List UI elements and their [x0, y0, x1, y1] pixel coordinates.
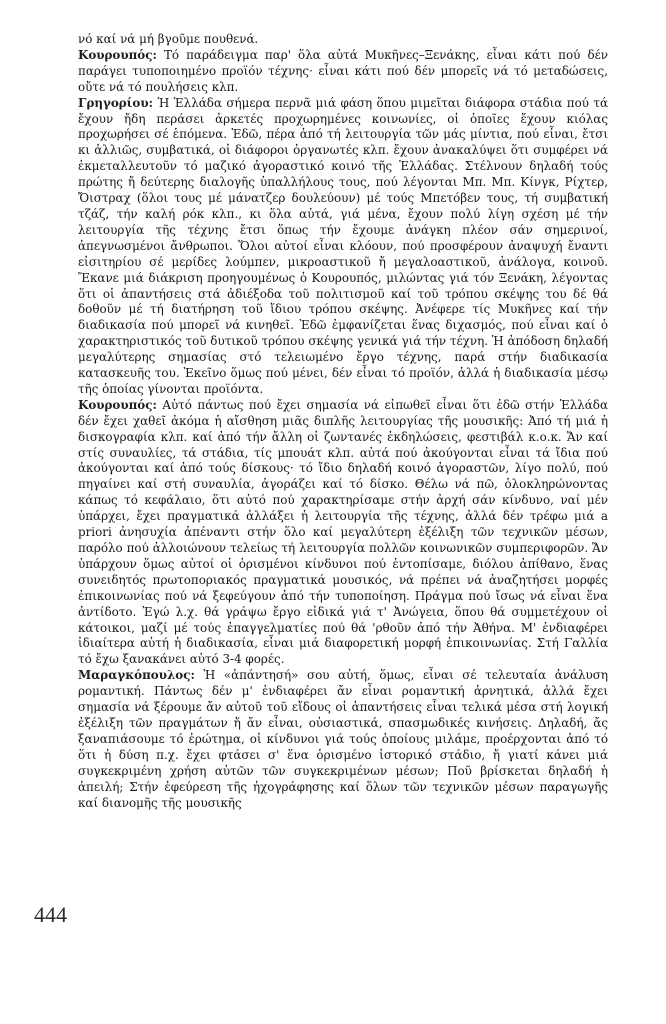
paragraph-text: Τό παράδειγμα παρ' ὅλα αὐτά Μυκῆνες–Ξενάκης, εἶναι κάτι πού δέν παράγει τυποποιημένο προϊόν τέχνης· εἶναι κάτι πού δέν μπορεῖς νά τό μεταδώσεις, οὔτε νά τό πουλήσεις κλπ.: [78, 47, 608, 94]
page-number: 444: [34, 902, 67, 927]
paragraph-grigoriou: [78, 96, 608, 398]
paragraph-text: Αὐτό πάντως πού ἔχει σημασία νά εἰπωθεῖ εἶναι ὅτι ἐδῶ στήν Ἑλλάδα δέν ἔχει χαθεῖ ἀκόμα ἡ αἴσθηση μιᾶς διπλῆς λειτουργίας τῆς μουσικῆς: Ἀπό τή μιά ἡ δισκογραφία κλπ. καί ἀπό τήν ἄλλη οἱ ζωντανές ἐκδηλώσεις, φεστιβάλ κ.ο.κ. Ἄν καί στίς συναυλίες, τά στάδια, τίς μπουάτ κλπ. αὐτά πού ἀκούγονται εἶναι τά ἴδια πού ἀκούγονται καί ἀπό τούς δίσκους· τό ἴδιο δηλαδή κοινό ἀγοραστῶν, λίγο πολύ, πού πηγαίνει καί στή συναυλία, ἀγοράζει καί τό δίσκο. Θέλω νά πῶ, ὁλοκληρώνοντας κάπως τό κεφάλαιο, ὅτι αὐτό πού χαρακτηρίσαμε στήν ἀρχή σάν κίνδυνο, ναί μέν ὑπάρχει, ἔχει πραγματικά ἀλλάξει ἡ λειτουργία τῆς τέχνης, ἀλλά δέν τρέφω μιά a priori ἀνησυχία ἀπέναντι στήν ὅλο καί μεγαλύτερη ἐξέλιξη τῶν τεχνικῶν μέσων, παρόλο πού ἀλλοιώνουν τελείως τή λειτουργία πολλῶν κοινωνικῶν συμπεριφορῶν. Ἄν ὑπάρχουν ὅμως αὐτοί οἱ ὁρισμένοι κίνδυνοι πού ἐντοπίσαμε, διόλου ἀπίθανο, ἕνας συνειδητός πρωτοποριακός πραγματικά μουσικός, νά πρέπει νά ἀναζητήσει μορφές ἐπικοινωνίας πού νά ξεφεύγουν ἀπό τήν τυποποίηση. Πράγμα πού ἴσως νά εἶναι ἕνα ἀντίδοτο. Ἐγώ λ.χ. θά γράψω ἔργο εἰδικά γιά τ' Ἀνώγεια, ὅπου θά συμμετέχουν οἱ κάτοικοι, μαζί μέ τούς ἐπαγγελματίες πού θά 'ρθοῦν ἀπό τήν Ἀθήνα. Μ' ἐνδιαφέρει ἰδιαίτερα αὐτή ἡ διαδικασία, εἶναι μιά διαφορετική μορφή ἐπικοινωνίας. Στή Γαλλία τό ἔχω ξανακάνει αὐτό 3-4 φορές.: [78, 397, 608, 667]
speaker-name: Μαραγκόπουλος:: [78, 668, 195, 683]
paragraph-continuation: [78, 32, 608, 48]
speaker-name: Γρηγορίου:: [78, 95, 154, 110]
speaker-name: Κουρουπός:: [78, 47, 157, 62]
paragraph-maragkopoulos: [78, 668, 608, 811]
paragraph-kouroupos-1: [78, 48, 608, 96]
paragraph-kouroupos-2: [78, 398, 608, 668]
speaker-name: Κουρουπός:: [78, 397, 157, 412]
page-text: [78, 32, 608, 811]
paragraph-text: Ἡ «ἀπάντησή» σου αὐτή, ὅμως, εἶναι σέ τελευταία ἀνάλυση ρομαντική. Πάντως δέν μ' ἐνδιαφέρει ἄν εἶναι ρομαντική ἀρνητικά, ἀλλά ἔχει σημασία νά ξέρουμε ἄν αὐτοῦ τοῦ εἴδους οἱ ἀπαντήσεις εἶναι τελικά μέσα στή λογική ἐξέλιξη τῶν πραγμάτων ἤ ἄν εἶναι, οὐσιαστικά, σπασμωδικές κινήσεις. Δηλαδή, ἄς ξαναπιάσουμε τό ἐρώτημα, οἱ κίνδυνοι γιά τούς ὁποίους μιλάμε, προέρχονται ἀπό τό ὅτι ἡ δύση π.χ. ἔχει φτάσει σ' ἕνα ὁρισμένο ἱστορικό στάδιο, ἤ γιατί κάνει μιά συγκεκριμένη χρήση αὐτῶν τῶν συγκεκριμένων μέσων; Ποῦ βρίσκεται δηλαδή ἡ ἀπειλή; Στήν ἐφεύρεση τῆς ἠχογράφησης καί ὅλων τῶν τεχνικῶν μέσων παραγωγῆς καί διανομῆς τῆς μουσικῆς: [78, 668, 608, 810]
paragraph-text: νό καί νά μή βγοῦμε πουθενά.: [78, 32, 259, 46]
paragraph-text: Ἡ Ἑλλάδα σήμερα περνᾶ μιά φάση ὅπου μιμεῖται διάφορα στάδια πού τά ἔχουν ἤδη περάσει ἀρκετές προχωρημένες κοινωνίες, οἱ ὁποῖες ἔχουν κιόλας προχωρήσει σέ ἑπόμενα. Ἐδῶ, πέρα ἀπό τή λειτουργία τῶν μάς μίντια, πού εἶναι, ἔτσι κι ἀλλιῶς, συμβατικά, οἱ διάφοροι ὀργανωτές κλπ. ἔχουν ἀνακαλύψει ὅτι συμφέρει νά ἐκμεταλλευτοῦν τό μαζικό ἀγοραστικό κοινό τῆς Ἑλλάδας. Στέλνουν δηλαδή τούς πρώτης ἤ δεύτερης διαλογῆς ὑπαλλήλους τους, πού λέγονται Μπ. Μπ. Κίνγκ, Ρίχτερ, Ὄιστραχ (ὅλοι τους μέ μάνατζερ δουλεύουν) μέ τούς Μπετόβεν τους, τή συμβατική τζάζ, τήν καλή ρόκ κλπ., κι ὅλα αὐτά, γιά μένα, ἔχουν πολύ λίγη σχέση μέ τήν λειτουργία τῆς τέχνης ἔτσι ὅπως τήν ἔχουμε ἀνάγκη πλέον σάν σημερινοί, ἀπεγνωσμένοι ἄνθρωποι. Ὅλοι αὐτοί εἶναι κλόουν, πού προσφέρουν ἀναψυχή ἔναντι εἰσιτηρίου σέ μερίδες λούμπεν, μικροαστικοῦ ἤ μεγαλοαστικοῦ, ἀνάλογα, κοινοῦ. Ἔκανε μιά διάκριση προηγουμένως ὁ Κουρουπός, μιλώντας γιά τόν Ξενάκη, λέγοντας ὅτι οἱ ἀπαντήσεις στά ἀδιέξοδα τοῦ πολιτισμοῦ καί τοῦ τρόπου σκέψης του δέ θά δοθοῦν μέ τή διατήρηση τοῦ ἴδιου τρόπου σκέψης. Ἀνέφερε τίς Μυκῆνες καί τήν διαδικασία πού μπορεῖ νά κινηθεῖ. Ἐδῶ ἐμφανίζεται ἕνας διχασμός, πού εἶναι καί ὁ χαρακτηριστικός τοῦ δυτικοῦ τρόπου σκέψης γενικά γιά τήν τέχνη. Ἡ ἀπόδοση δηλαδή μεγαλύτερης σημασίας στό τελειωμένο ἔργο τέχνης, παρά στήν διαδικασία κατασκευῆς του. Ἐκεῖνο ὅμως πού μένει, δέν εἶναι τό προϊόν, ἀλλά ἡ διαδικασία μέσῳ τῆς ὁποίας γίνονται προϊόντα.: [78, 95, 608, 396]
